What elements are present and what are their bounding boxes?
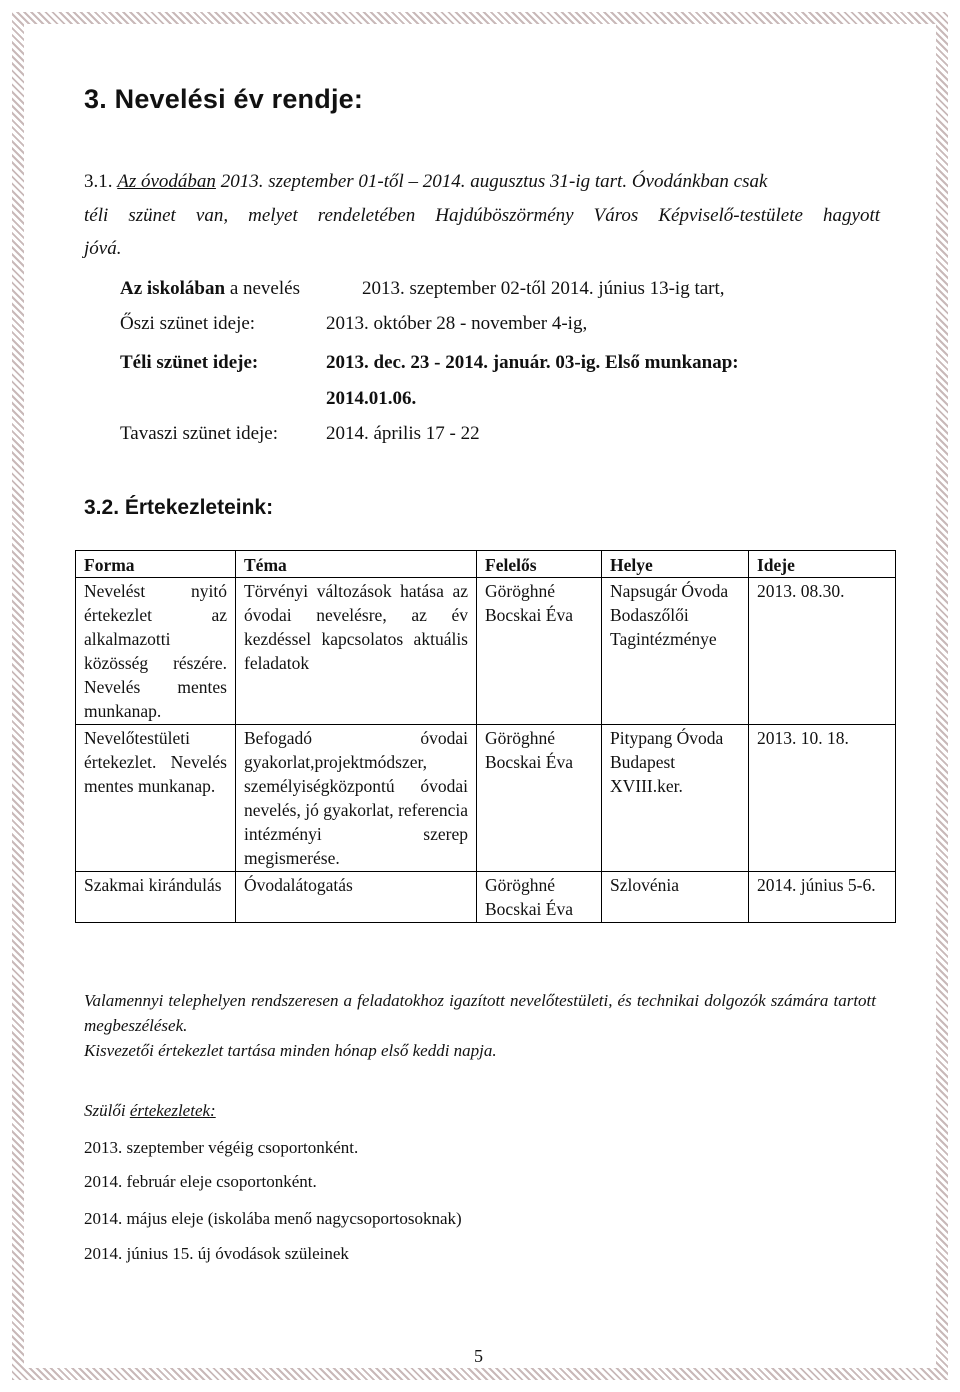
winter-break-label: Téli szünet ideje: — [120, 352, 259, 373]
school-label: Az iskolában — [120, 278, 226, 299]
cell-felelos: Göröghné Bocskai Éva — [477, 725, 602, 872]
cell-ideje: 2014. június 5-6. — [749, 872, 896, 923]
winter-break-value-2: 2014.01.06. — [326, 388, 417, 409]
s31-kindergarten: Az óvodában — [117, 171, 216, 192]
parent-meeting-item: 2013. szeptember végéig csoportonként. — [84, 1138, 359, 1157]
meetings-table — [75, 550, 896, 923]
school-label-line — [120, 278, 300, 300]
winter-break-value: 2013. dec. 23 - 2014. január. 03-ig. Első munkanap: — [326, 352, 739, 373]
cell-forma: Nevelést nyitó értekezlet az alkalmazotti közösség részére. Nevelés mentes munkanap. — [76, 578, 236, 725]
header-tema: Téma — [236, 551, 477, 578]
leaders-meeting-note: Kisvezetői értekezlet tartása minden hónap első keddi napja. — [84, 1041, 497, 1060]
meetings-title: 3.2. Értekezleteink: — [84, 496, 274, 519]
cell-helye: Szlovénia — [602, 872, 749, 923]
parent-meetings-title — [84, 1098, 216, 1123]
school-period: 2013. szeptember 02-től 2014. június 13-ig tart, — [362, 278, 725, 299]
table-row — [76, 725, 896, 872]
staff-meetings-note: Valamennyi telephelyen rendszeresen a feladatokhoz igazított nevelőtestületi, és technikai dolgozók számára tartott megbeszélések. — [84, 991, 876, 1035]
cell-tema: Törvényi változások hatása az óvodai nevelésre, az év kezdéssel kapcsolatos aktuális feladatok — [236, 578, 477, 725]
s31-line3: jóvá. — [84, 238, 122, 259]
cell-forma: Nevelőtestületi értekezlet. Nevelés mentes munkanap. — [76, 725, 236, 872]
parent-meetings-title-a: Szülői — [84, 1101, 126, 1120]
autumn-break-value: 2013. október 28 - november 4-ig, — [326, 313, 588, 334]
cell-ideje: 2013. 10. 18. — [749, 725, 896, 872]
header-ideje: Ideje — [749, 551, 896, 578]
school-label-rest: a nevelés — [229, 278, 300, 299]
parent-meetings-title-b: értekezletek: — [129, 1101, 216, 1120]
page-number: 5 — [474, 1346, 483, 1366]
cell-tema: Befogadó óvodai gyakorlat,projektmódszer, személyiségközpontú óvodai nevelés, jó gyakorlat, referencia intézményi szerep megismerése. — [236, 725, 477, 872]
s31-line2: téli szünet van, melyet rendeletében Hajdúböszörmény Város Képviselő-testülete hagyott — [84, 205, 880, 226]
spring-break-label: Tavaszi szünet ideje: — [120, 423, 278, 444]
autumn-break-label: Őszi szünet ideje: — [120, 313, 256, 334]
parent-meeting-item: 2014. február eleje csoportonként. — [84, 1172, 317, 1191]
header-forma: Forma — [76, 551, 236, 578]
parent-meeting-item: 2014. június 15. új óvodások szüleinek — [84, 1244, 349, 1263]
table-row — [76, 578, 896, 725]
cell-forma: Szakmai kirándulás — [76, 872, 236, 923]
cell-felelos: Göröghné Bocskai Éva — [477, 578, 602, 725]
table-header-row — [76, 551, 896, 578]
cell-ideje: 2013. 08.30. — [749, 578, 896, 725]
cell-felelos: Göröghné Bocskai Éva — [477, 872, 602, 923]
header-helye: Helye — [602, 551, 749, 578]
s31-number: 3.1. — [84, 171, 113, 192]
s31-period: 2013. szeptember 01-től – 2014. augusztus 31-ig tart. — [220, 171, 628, 192]
s31-line1 — [84, 171, 767, 193]
header-felelos: Felelős — [477, 551, 602, 578]
cell-tema: Óvodalátogatás — [236, 872, 477, 923]
s31-tail: Óvodánkban csak — [631, 171, 768, 192]
cell-helye: Pitypang Óvoda Budapest XVIII.ker. — [602, 725, 749, 872]
parent-meeting-item: 2014. május eleje (iskolába menő nagycsoportosoknak) — [84, 1209, 462, 1228]
table-row — [76, 872, 896, 923]
spring-break-value: 2014. április 17 - 22 — [326, 423, 480, 444]
section-title: 3. Nevelési év rendje: — [84, 84, 364, 114]
cell-helye: Napsugár Óvoda Bodaszőlői Tagintézménye — [602, 578, 749, 725]
